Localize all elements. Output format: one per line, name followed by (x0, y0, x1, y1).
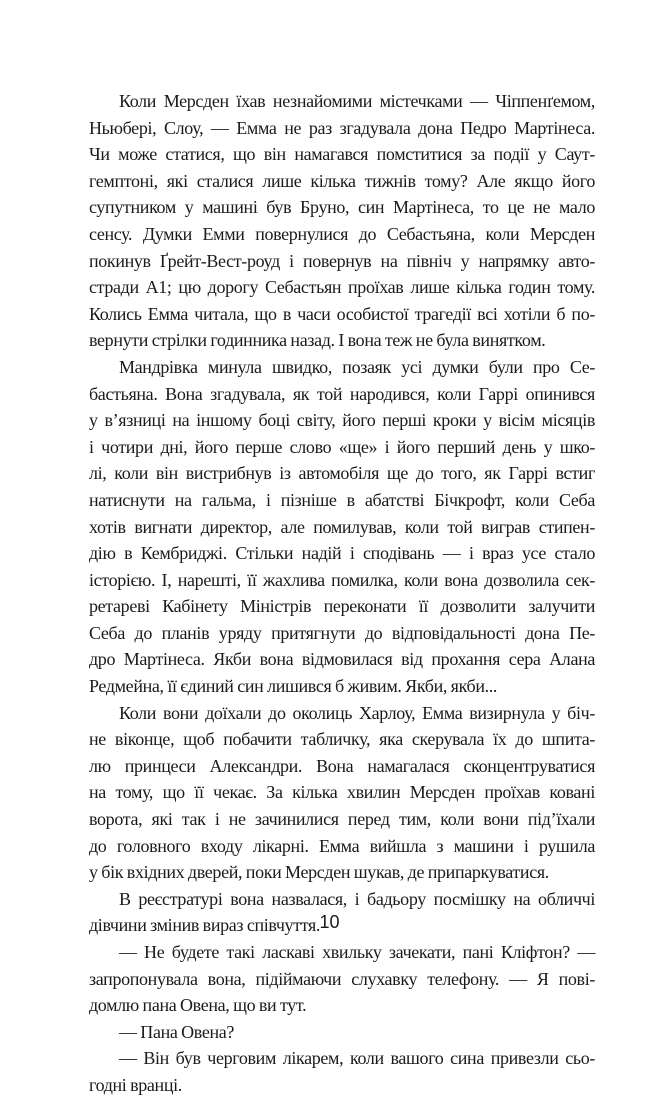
paragraph (89, 939, 595, 1019)
text-line: Мандрівка минула швидко, позаяк усі думки були про Се- (119, 356, 595, 377)
text-line: В реєстратурі вона назвалася, і бадьору посмішку на обличчі (119, 888, 595, 909)
paragraph (89, 1045, 595, 1098)
page-number: 10 (319, 912, 340, 932)
paragraph (89, 354, 595, 700)
text-line: Колись Емма читала, що в часи особистої трагедії всі хотіли б по- (89, 303, 595, 324)
text-line: лю принцеси Александри. Вона намагалася сконцентруватися (89, 755, 595, 776)
text-line: ретареві Кабінету Міністрів переконати її дозволити залучити (89, 596, 595, 617)
text-line: Коли Мерсден їхав незнайомими містечками — Чіппенґемом, (119, 91, 595, 111)
text-line: стради А1; цю дорогу Себастьян проїхав лише кілька годин тому. (89, 277, 595, 298)
text-line: запропонувала вона, підіймаючи слухавку телефону. — Я пові- (89, 968, 595, 989)
paragraph (89, 88, 595, 354)
text-line: дію в Кембриджі. Стільки надій і сподівань — і враз усе стало (89, 543, 595, 564)
text-line: до головного входу лікарні. Емма вийшла з машини і рушила (89, 835, 595, 856)
text-line: — Пана Овена? (119, 1021, 235, 1042)
text-line: натиснути на гальма, і пізніше в абатстві Бічкрофт, коли Себа (89, 489, 595, 510)
text-line: сенсу. Думки Емми повернулися до Себастьяна, коли Мерсден (89, 223, 595, 244)
text-line: покинув Ґрейт-Вест-роуд і повернув на північ у напрямку авто- (89, 250, 595, 271)
text-line: Чи може статися, що він намагався помститися за події у Саут- (89, 144, 595, 165)
text-line: не віконце, щоб побачити табличку, яка скерувала їх до шпита- (89, 729, 595, 750)
text-line: дівчини змінив вираз співчуття. (89, 915, 321, 936)
text-line: історією. І, нарешті, її жахлива помилка, коли вона дозволила сек- (89, 569, 595, 590)
text-line: Редмейна, її єдиний син лишився б живим. Якби, якби... (89, 676, 498, 697)
text-line: домлю пана Овена, що ви тут. (89, 995, 307, 1016)
text-line: хотів вигнати директор, але помилував, коли той виграв стипен- (89, 516, 595, 537)
text-line: вернути стрілки годинника назад. І вона теж не була винятком. (89, 330, 546, 351)
text-line: Ньюбері, Слоу, — Емма не раз згадувала дона Педро Мартінеса. (89, 117, 595, 138)
text-line: і чотири дні, його перше слово «ще» і його перший день у шко- (89, 436, 595, 457)
text-line: на тому, що її чекає. За кілька хвилин Мерсден проїхав ковані (89, 782, 595, 803)
text-line: гемптоні, які сталися лише кілька тижнів тому? Але якщо його (89, 170, 595, 191)
text-line: супутником у машині був Бруно, син Мартінеса, то це не мало (89, 197, 595, 218)
text-line: ворота, які так і не зачинилися перед тим, коли вони під’їхали (89, 809, 595, 830)
text-line: Коли вони доїхали до околиць Харлоу, Емма визирнула у біч- (119, 702, 595, 723)
text-line: у бік вхідних дверей, поки Мерсден шукав, де припаркуватися. (89, 862, 549, 883)
text-line: годні вранці. (89, 1074, 182, 1095)
paragraph (89, 700, 595, 886)
text-line: дро Мартінеса. Якби вона відмовилася від прохання сера Алана (89, 649, 595, 670)
paragraph (89, 1019, 595, 1046)
text-line: — Не будете такі ласкаві хвильку зачекати, пані Кліфтон? — (119, 942, 595, 962)
text-line: бастьяна. Вона згадувала, як той народився, коли Гаррі опинився (89, 383, 595, 404)
text-line: лі, коли він вистрибнув із автомобіля ще до того, як Гаррі встиг (89, 463, 595, 484)
page-body (89, 88, 595, 1099)
text-line: у в’язниці на іншому боці світу, його перші кроки у вісім місяців (89, 410, 595, 431)
text-line: Себа до планів уряду притягнути до відповідальності дона Пе- (89, 622, 595, 643)
text-line: — Він був черговим лікарем, коли вашого сина привезли сьо- (119, 1048, 595, 1069)
